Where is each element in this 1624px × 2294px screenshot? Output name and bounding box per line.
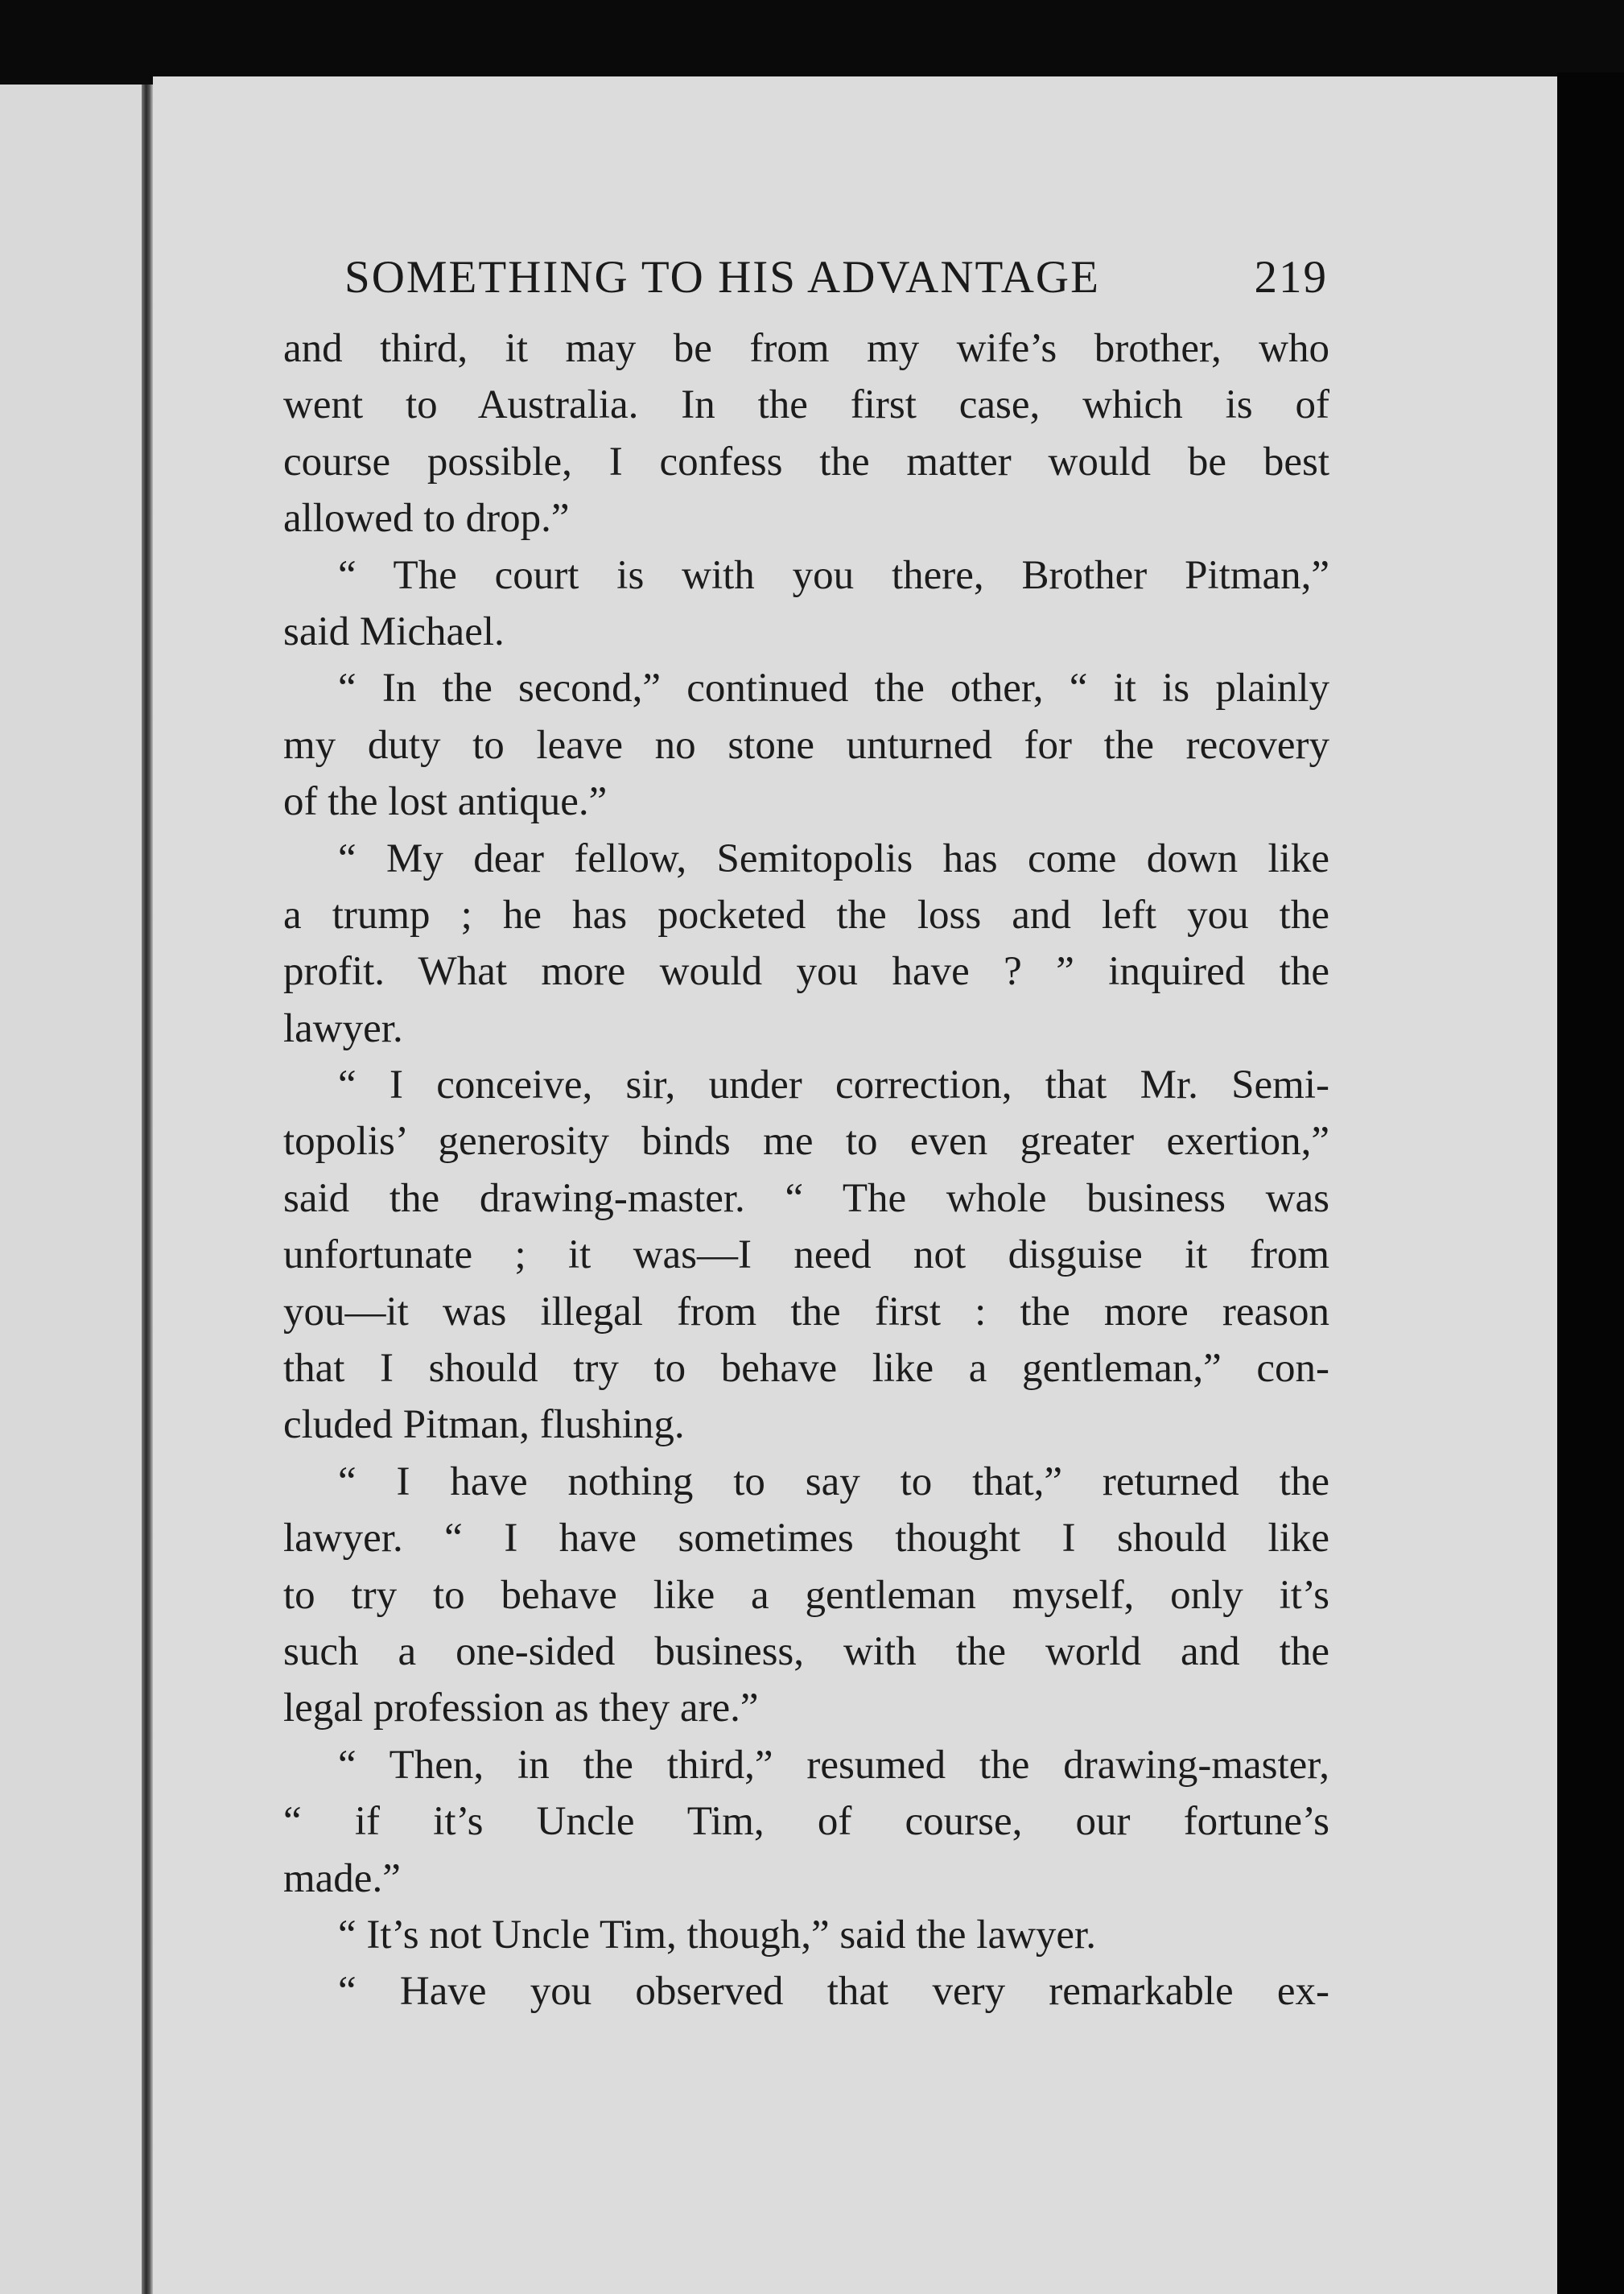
text-line: lawyer. bbox=[283, 1005, 403, 1051]
text-line: said Michael. bbox=[283, 609, 505, 654]
text-line: “ The court is with you there, Brother Pitman,” bbox=[338, 552, 1329, 598]
scan-top-margin bbox=[0, 0, 1624, 80]
text-line: legal profession as they are.” bbox=[283, 1685, 759, 1731]
text-line: “ I have nothing to say to that,” returned the bbox=[338, 1459, 1329, 1504]
text-line: my duty to leave no stone unturned for the recovery bbox=[283, 722, 1329, 768]
text-line: “ My dear fellow, Semitopolis has come down like bbox=[338, 835, 1329, 881]
text-line: a trump ; he has pocketed the loss and left you the bbox=[283, 892, 1329, 938]
text-line: course possible, I confess the matter would be best bbox=[283, 439, 1329, 485]
text-line: said the drawing-master. “ The whole business was bbox=[283, 1175, 1329, 1221]
text-line: “ I conceive, sir, under correction, that Mr. Semi- bbox=[338, 1062, 1329, 1108]
scan-right-margin bbox=[1557, 72, 1624, 2294]
running-header bbox=[344, 245, 1328, 310]
text-line: “ In the second,” continued the other, “ it is plainly bbox=[338, 666, 1329, 712]
facing-page-edge bbox=[0, 85, 145, 2294]
text-line: cluded Pitman, flushing. bbox=[283, 1402, 685, 1448]
text-line: unfortunate ; it was—I need not disguise it from bbox=[283, 1232, 1329, 1278]
text-line: of the lost antique.” bbox=[283, 779, 608, 825]
text-line: topolis’ generosity binds me to even greater exertion,” bbox=[283, 1119, 1329, 1165]
text-line: “ Then, in the third,” resumed the drawing-master, bbox=[338, 1742, 1329, 1788]
running-title: SOMETHING TO HIS ADVANTAGE bbox=[344, 252, 1100, 303]
text-line: “ if it’s Uncle Tim, of course, our fortune’s bbox=[283, 1799, 1329, 1845]
text-line: went to Australia. In the first case, which is of bbox=[283, 382, 1329, 428]
page-number: 219 bbox=[1254, 252, 1328, 303]
body-text bbox=[283, 320, 1329, 2020]
text-line: lawyer. “ I have sometimes thought I should like bbox=[283, 1516, 1329, 1562]
text-line: such a one-sided business, with the world and the bbox=[283, 1628, 1329, 1674]
text-line: to try to behave like a gentleman myself, only it’s bbox=[283, 1572, 1329, 1618]
text-line: profit. What more would you have ? ” inquired the bbox=[283, 949, 1329, 995]
text-line: you—it was illegal from the first : the more reason bbox=[283, 1289, 1329, 1335]
text-line: that I should try to behave like a gentleman,” con- bbox=[283, 1346, 1329, 1392]
book-gutter bbox=[142, 85, 153, 2294]
text-line: and third, it may be from my wife’s brother, who bbox=[283, 326, 1329, 371]
text-line: “ It’s not Uncle Tim, though,” said the lawyer. bbox=[338, 1912, 1096, 1958]
text-line: “ Have you observed that very remarkable ex- bbox=[338, 1969, 1329, 2015]
text-line: allowed to drop.” bbox=[283, 496, 570, 542]
text-line: made.” bbox=[283, 1855, 401, 1901]
